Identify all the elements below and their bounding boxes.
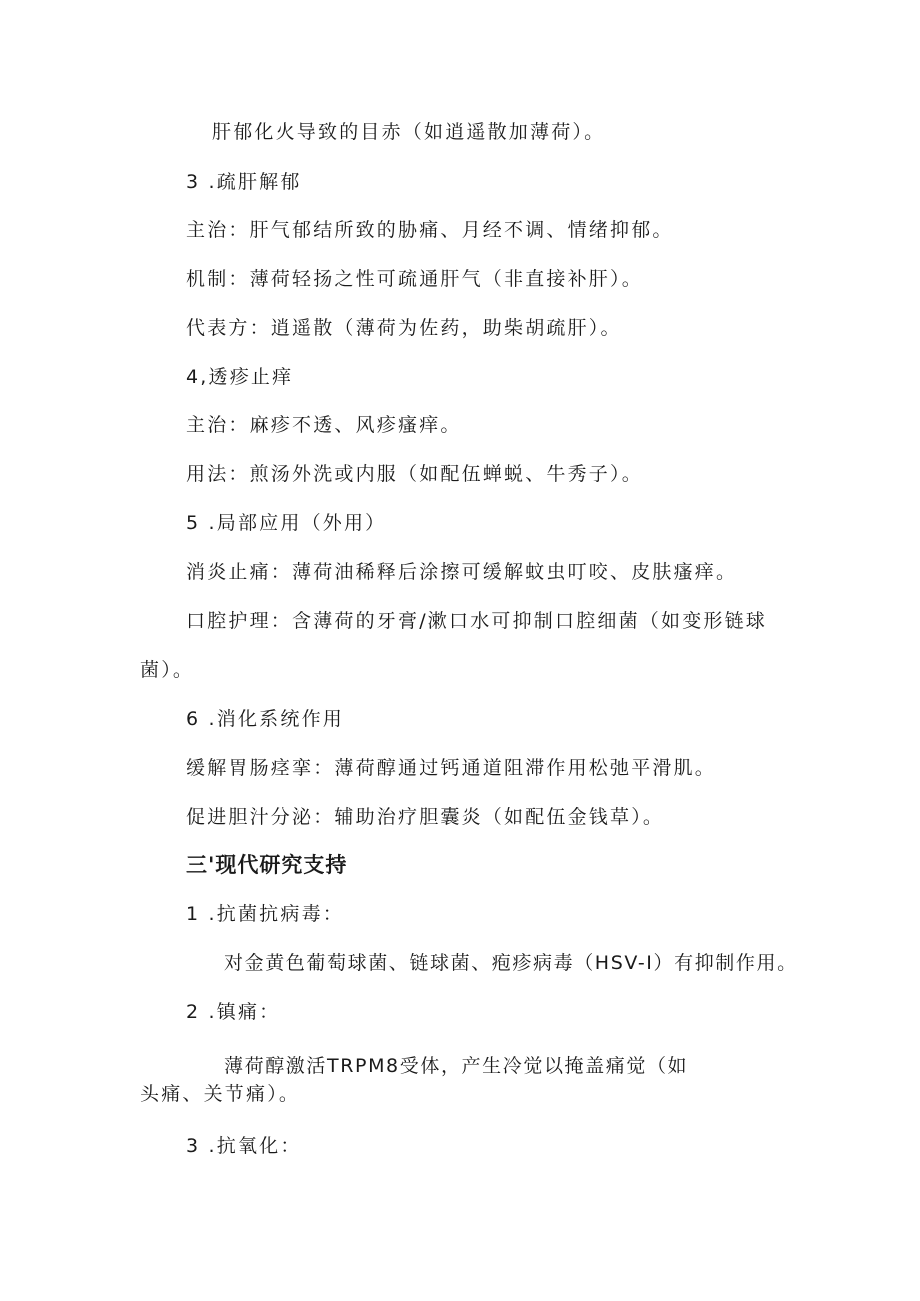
- paragraph-line: 主治：麻疹不透、风疹瘙痒。: [186, 414, 462, 436]
- subsection-heading: 1 .抗菌抗病毒：: [186, 903, 344, 925]
- paragraph-line: 用法：煎汤外洗或内服（如配伍蝉蜕、牛秀子）。: [186, 463, 643, 485]
- subsection-heading: 6 .消化系统作用: [186, 708, 344, 730]
- paragraph-line: 促进胆汁分泌：辅助治疗胆囊炎（如配伍金钱草）。: [186, 806, 665, 828]
- subsection-heading: 4,透疹止痒: [186, 366, 294, 388]
- paragraph-line: 消炎止痛：薄荷油稀释后涂擦可缓解蚊虫叮咬、皮肤瘙痒。: [186, 561, 738, 583]
- paragraph-line: 菌）。: [140, 659, 195, 681]
- paragraph-line: 缓解胃肠痉挛：薄荷醇通过钙通道阻滞作用松弛平滑肌。: [186, 757, 717, 779]
- section-heading: 三'现代研究支持: [186, 853, 348, 877]
- paragraph-line: 薄荷醇激活TRPM8受体，产生冷觉以掩盖痛觉（如: [224, 1055, 689, 1077]
- subsection-heading: 5 .局部应用（外用）: [186, 512, 387, 534]
- subsection-heading: 3 .抗氧化：: [186, 1135, 302, 1157]
- paragraph-line: 对金黄色葡萄球菌、链球菌、疱疹病毒（HSV-I）有抑制作用。: [224, 952, 798, 974]
- paragraph-line: 肝郁化火导致的目赤（如逍遥散加薄荷）。: [212, 121, 606, 143]
- paragraph-line: 机制：薄荷轻扬之性可疏通肝气（非直接补肝）。: [186, 268, 643, 290]
- paragraph-line: 口腔护理：含薄荷的牙膏/漱口水可抑制口腔细菌（如变形链球: [186, 610, 768, 632]
- paragraph-line: 代表方：逍遥散（薄荷为佐药，助柴胡疏肝）。: [186, 317, 622, 339]
- paragraph-line: 主治：肝气郁结所致的胁痛、月经不调、情绪抑郁。: [186, 219, 674, 241]
- paragraph-line: 头痛、关节痛）。: [140, 1083, 301, 1105]
- subsection-heading: 2 .镇痛：: [186, 1001, 281, 1023]
- subsection-heading: 3 .疏肝解郁: [186, 171, 302, 193]
